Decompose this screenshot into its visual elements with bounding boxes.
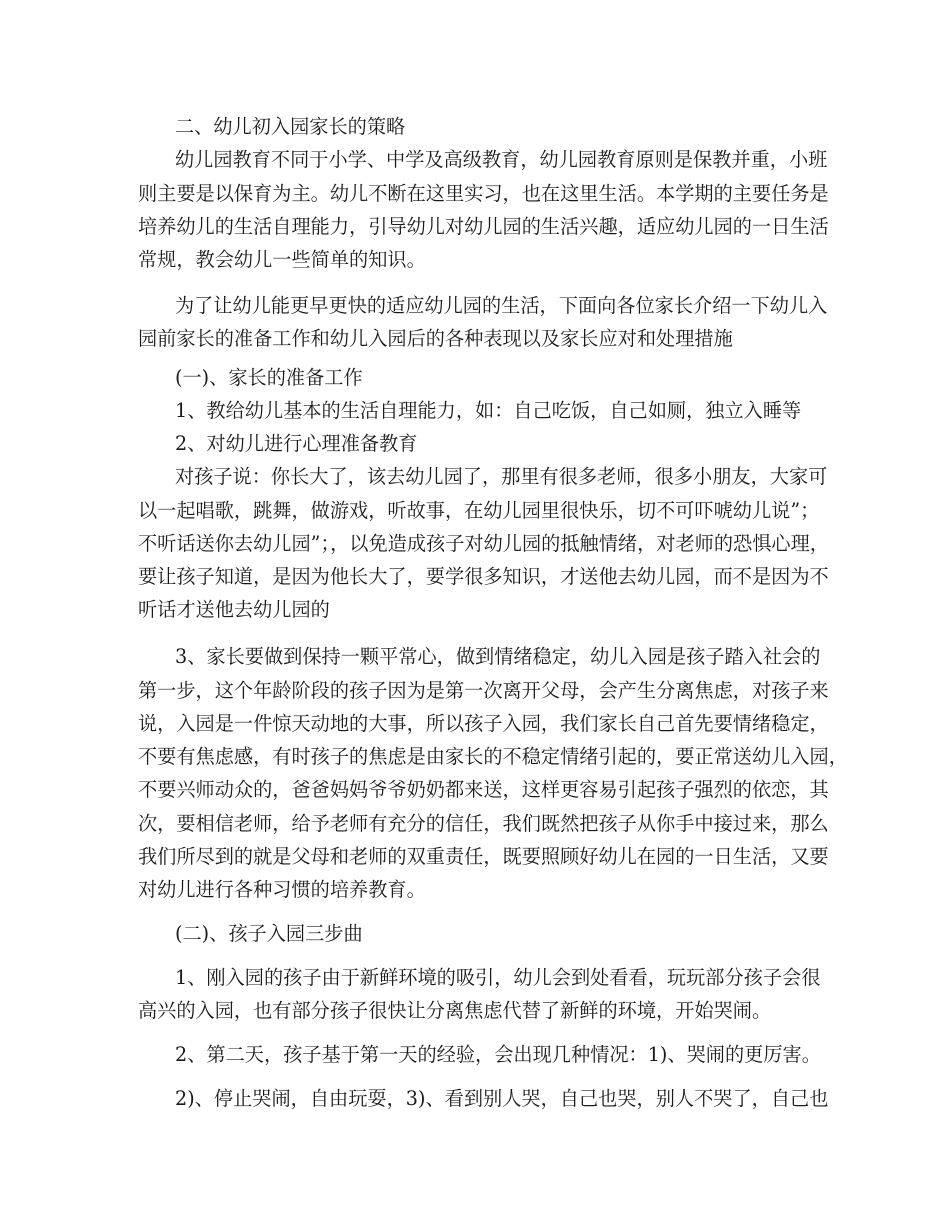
paragraph-line: 次，要相信老师，给予老师有充分的信任，我们既然把孩子从你手中接过来，那么 <box>138 812 829 835</box>
paragraph-line: 园前家长的准备工作和幼儿入园后的各种表现以及家长应对和处理措施 <box>138 327 733 350</box>
paragraph-line: 第一步，这个年龄阶段的孩子因为是第一次离开父母，会产生分离焦虑，对孩子来 <box>138 679 829 702</box>
paragraph-line: 听话才送他去幼儿园的 <box>138 598 330 621</box>
paragraph-line: 对幼儿进行各种习惯的培养教育。 <box>138 878 426 901</box>
section-heading-parent-strategies: 二、幼儿初入园家长的策略 <box>175 115 406 138</box>
list-item: 2、对幼儿进行心理准备教育 <box>175 432 418 455</box>
paragraph-line: 以一起唱歌，跳舞，做游戏，听故事，在幼儿园里很快乐，切不可吓唬幼儿说”； <box>138 499 820 522</box>
list-item: 1、教给幼儿基本的生活自理能力，如：自己吃饭，自己如厕，独立入睡等 <box>175 399 802 422</box>
subsection-heading-three-steps: (二)、孩子入园三步曲 <box>175 922 363 945</box>
paragraph-line: 不听话送你去幼儿园”；，以免造成孩子对幼儿园的抵触情绪，对老师的恐惧心理， <box>138 532 829 555</box>
paragraph-line: 常规，教会幼儿一些简单的知识。 <box>138 248 426 271</box>
paragraph-line: 不要有焦虑感，有时孩子的焦虑是由家长的不稳定情绪引起的，要正常送幼儿入园， <box>138 745 848 768</box>
paragraph-line: 对孩子说：你长大了，该去幼儿园了，那里有很多老师，很多小朋友，大家可 <box>175 465 828 488</box>
paragraph-line: 则主要是以保育为主。幼儿不断在这里实习，也在这里生活。本学期的主要任务是 <box>138 182 829 205</box>
paragraph-line: 2、第二天，孩子基于第一天的经验，会出现几种情况：1)、哭闹的更厉害。 <box>175 1043 821 1066</box>
paragraph-line: 2)、停止哭闹，自由玩耍，3)、看到别人哭，自己也哭，别人不哭了，自己也 <box>175 1087 829 1110</box>
paragraph-line: 要让孩子知道，是因为他长大了，要学很多知识，才送他去幼儿园，而不是因为不 <box>138 565 829 588</box>
paragraph-line: 高兴的入园，也有部分孩子很快让分离焦虑代替了新鲜的环境，开始哭闹。 <box>138 999 772 1022</box>
subsection-heading-parent-preparation: (一)、家长的准备工作 <box>175 366 363 389</box>
paragraph-line: 培养幼儿的生活自理能力，引导幼儿对幼儿园的生活兴趣，适应幼儿园的一日生活 <box>138 215 829 238</box>
paragraph-line: 不要兴师动众的，爸爸妈妈爷爷奶奶都来送，这样更容易引起孩子强烈的依恋，其 <box>138 778 829 801</box>
paragraph-line: 为了让幼儿能更早更快的适应幼儿园的生活，下面向各位家长介绍一下幼儿入 <box>175 294 828 317</box>
paragraph-line: 3、家长要做到保持一颗平常心，做到情绪稳定，幼儿入园是孩子踏入社会的 <box>175 645 821 668</box>
paragraph-line: 说，入园是一件惊天动地的大事，所以孩子入园，我们家长自己首先要情绪稳定， <box>138 712 829 735</box>
paragraph-line: 1、刚入园的孩子由于新鲜环境的吸引，幼儿会到处看看，玩玩部分孩子会很 <box>175 966 821 989</box>
paragraph-line: 我们所尽到的就是父母和老师的双重责任，既要照顾好幼儿在园的一日生活，又要 <box>138 845 829 868</box>
paragraph-line: 幼儿园教育不同于小学、中学及高级教育，幼儿园教育原则是保教并重，小班 <box>175 148 828 171</box>
